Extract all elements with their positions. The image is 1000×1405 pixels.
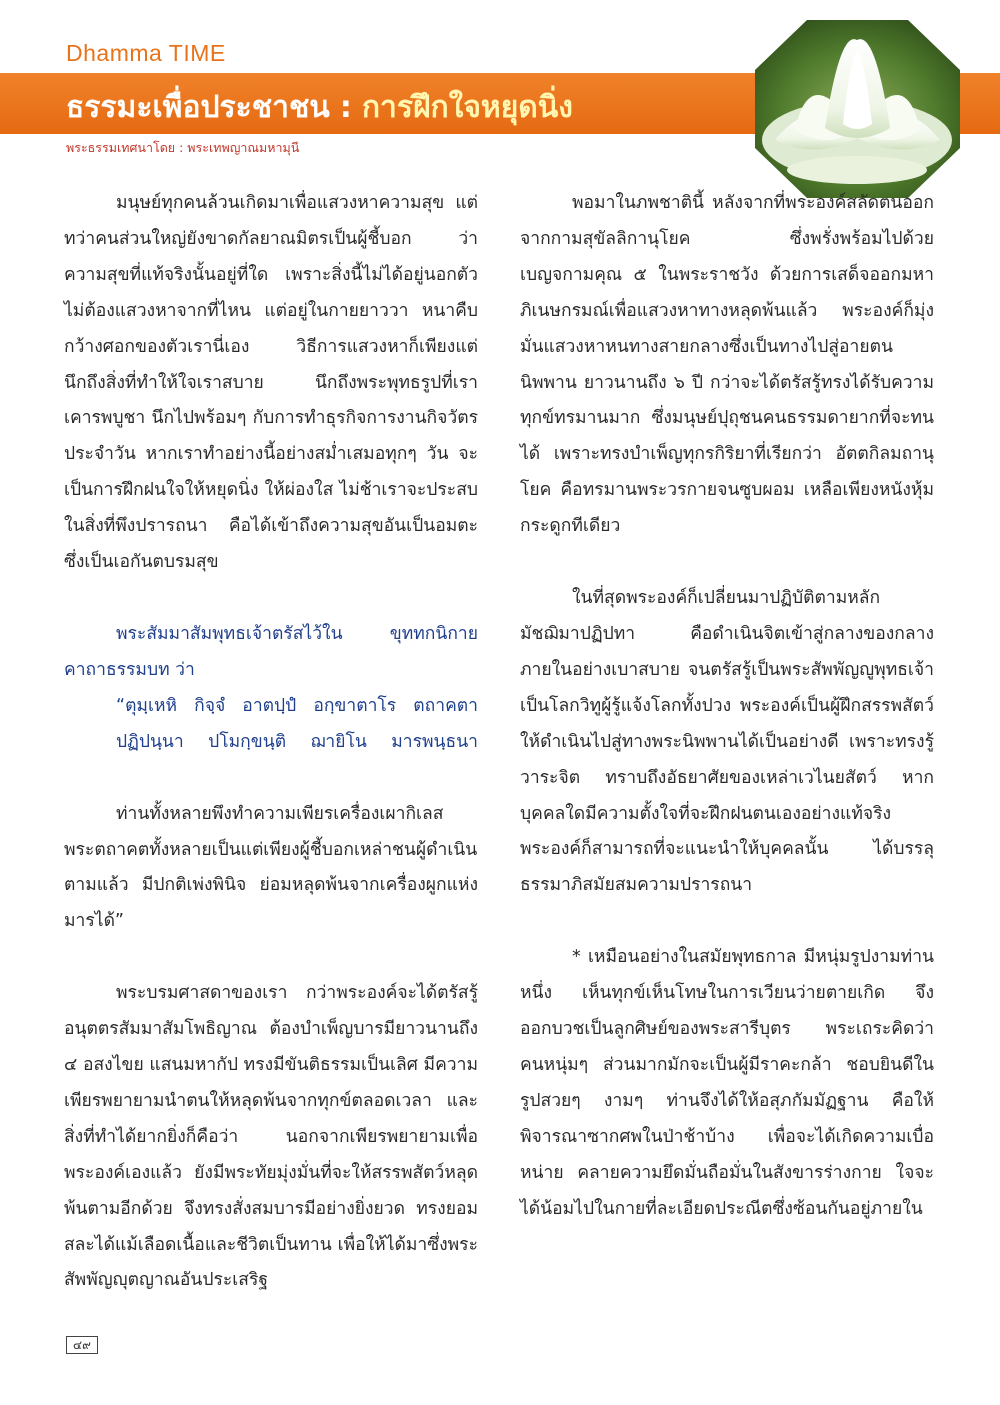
paragraph: พอมาในภพชาตินี้ หลังจากที่พระองค์สลัดตนออกจากกามสุขัลลิกานุโยค ซึ่งพรั่งพร้อมไปด้วยเบญจกามคุณ ๕ ในพระราชวัง ด้วยการเสด็จออกมหาภิเนษกรมณ์เพื่อแสวงหาทางหลุดพ้นแล้ว พระองค์ก็มุ่งมั่นแสวงหาหนทางสายกลางซึ่งเป็นทางไปสู่อายตนนิพพาน ยาวนานถึง ๖ ปี กว่าจะได้ตรัสรู้ทรงได้รับความทุกข์ทรมานมาก ซึ่งมนุษย์ปุถุชนคนธรรมดายากที่จะทนได้ เพราะทรงบำเพ็ญทุกรกิริยาที่เรียกว่า อัตตกิลมถานุโยค คือทรมานพระวรกายจนซูบผอม เหลือเพียงหนังหุ้มกระดูกทีเดียว <box>520 193 934 537</box>
paragraph: มนุษย์ทุกคนล้วนเกิดมาเพื่อแสวงหาความสุข แต่ทว่าคนส่วนใหญ่ยังขาดกัลยาณมิตรเป็นผู้ชี้บอก ว่าความสุขที่แท้จริงนั้นอยู่ที่ใด เพราะสิ่งนี้ไม่ได้อยู่นอกตัว ไม่ต้องแสวงหาจากที่ไหน แต่อยู่ในกายยาววา หนาคืบ กว้างศอกของตัวเรานี่เอง วิธีการแสวงหาก็เพียงแต่นึกถึงสิ่งที่ทำให้ใจเราสบาย นึกถึงพระพุทธรูปที่เราเคารพบูชา นึกไปพร้อมๆ กับการทำธุรกิจการงานกิจวัตรประจำวัน หากเราทำอย่างนี้อย่างสม่ำเสมอทุกๆ วัน จะเป็นการฝึกฝนใจให้หยุดนิ่ง ให้ผ่องใส ไม่ช้าเราจะประสบในสิ่งที่พึงปรารถนา คือได้เข้าถึงความสุขอันเป็นอมตะ ซึ่งเป็นเอกันตบรมสุข <box>64 193 478 573</box>
page-number: ๔๙ <box>66 1336 98 1354</box>
paragraph: ท่านทั้งหลายพึงทำความเพียรเครื่องเผากิเลส พระตถาคตทั้งหลายเป็นแต่เพียงผู้ชี้บอกเหล่าชนผู้ดำเนินตามแล้ว มีปกติเพ่งพินิจ ย่อมหลุดพ้นจากเครื่องผูกแห่งมารได้” <box>64 803 478 932</box>
title-separator: : <box>339 90 352 125</box>
page-title <box>66 84 573 131</box>
paragraph: ในที่สุดพระองค์ก็เปลี่ยนมาปฏิบัติตามหลักมัชฌิมาปฏิปทา คือดำเนินจิตเข้าสู่กลางของกลางภายในอย่างเบาสบาย จนตรัสรู้เป็นพระสัพพัญญูพุทธเจ้า เป็นโลกวิทูผู้รู้แจ้งโลกทั้งปวง พระองค์เป็นผู้ฝึกสรรพสัตว์ให้ดำเนินไปสู่ทางพระนิพพานได้เป็นอย่างดี เพราะทรงรู้วาระจิต ทราบถึงอัธยาศัยของเหล่าเวไนยสัตว์ หากบุคคลใดมีความตั้งใจที่จะฝึกฝนตนเองอย่างแท้จริง พระองค์ก็สามารถที่จะแนะนำให้บุคคลนั้น ได้บรรลุธรรมาภิสมัยสมความปรารถนา <box>520 588 934 896</box>
pali-verse <box>64 689 478 761</box>
verse-line-2: ปฏิปนฺนา ปโมกฺขนฺติ ฌายิโน มารพนฺธนา <box>116 731 478 752</box>
lotus-image <box>755 20 960 198</box>
paragraph: พระบรมศาสดาของเรา กว่าพระองค์จะได้ตรัสรู้อนุตตรสัมมาสัมโพธิญาณ ต้องบำเพ็ญบารมียาวนานถึง ๔ อสงไขย แสนมหากัป ทรงมีขันติธรรมเป็นเลิศ มีความเพียรพยายามนำตนให้หลุดพ้นจากทุกข์ตลอดเวลา และสิ่งที่ทำได้ยากยิ่งก็คือว่า นอกจากเพียรพยายามเพื่อพระองค์เองแล้ว ยังมีพระทัยมุ่งมั่นที่จะให้สรรพสัตว์หลุดพ้นตามอีกด้วย จึงทรงสั่งสมบารมีอย่างยิ่งยวด ทรงยอมสละได้แม้เลือดเนื้อและชีวิตเป็นทาน เพื่อให้ได้มาซึ่งพระสัพพัญญุตญาณอันประเสริฐ <box>64 983 478 1291</box>
quote-intro: พระสัมมาสัมพุทธเจ้าตรัสไว้ใน ขุททกนิกาย คาถาธรรมบท ว่า <box>64 623 478 680</box>
verse-line-1: “ตุมฺเหหิ กิจฺจํ อาตปฺปํ อกฺขาตาโร ตถาคตา <box>116 695 478 716</box>
left-column <box>64 186 478 1299</box>
title-subtitle: การฝึกใจหยุดนิ่ง <box>361 90 573 125</box>
title-main: ธรรมะเพื่อประชาชน <box>66 90 330 125</box>
lotus-icon <box>755 20 960 198</box>
right-column <box>520 186 934 1227</box>
section-label: Dhamma TIME <box>66 40 226 66</box>
byline: พระธรรมเทศนาโดย : พระเทพญาณมหามุนี <box>66 140 300 155</box>
paragraph: * เหมือนอย่างในสมัยพุทธกาล มีหนุ่มรูปงามท่านหนึ่ง เห็นทุกข์เห็นโทษในการเวียนว่ายตายเกิด จึงออกบวชเป็นลูกศิษย์ของพระสารีบุตร พระเถระคิดว่า คนหนุ่มๆ ส่วนมากมักจะเป็นผู้มีราคะกล้า ชอบยินดีในรูปสวยๆ งามๆ ท่านจึงได้ให้อสุภกัมมัฏฐาน คือให้พิจารณาซากศพในป่าช้าบ้าง เพื่อจะได้เกิดความเบื่อหน่าย คลายความยึดมั่นถือมั่นในสังขารร่างกาย ใจจะได้น้อมไปในกายที่ละเอียดประณีตซึ่งซ้อนกันอยู่ภายใน <box>520 947 934 1219</box>
